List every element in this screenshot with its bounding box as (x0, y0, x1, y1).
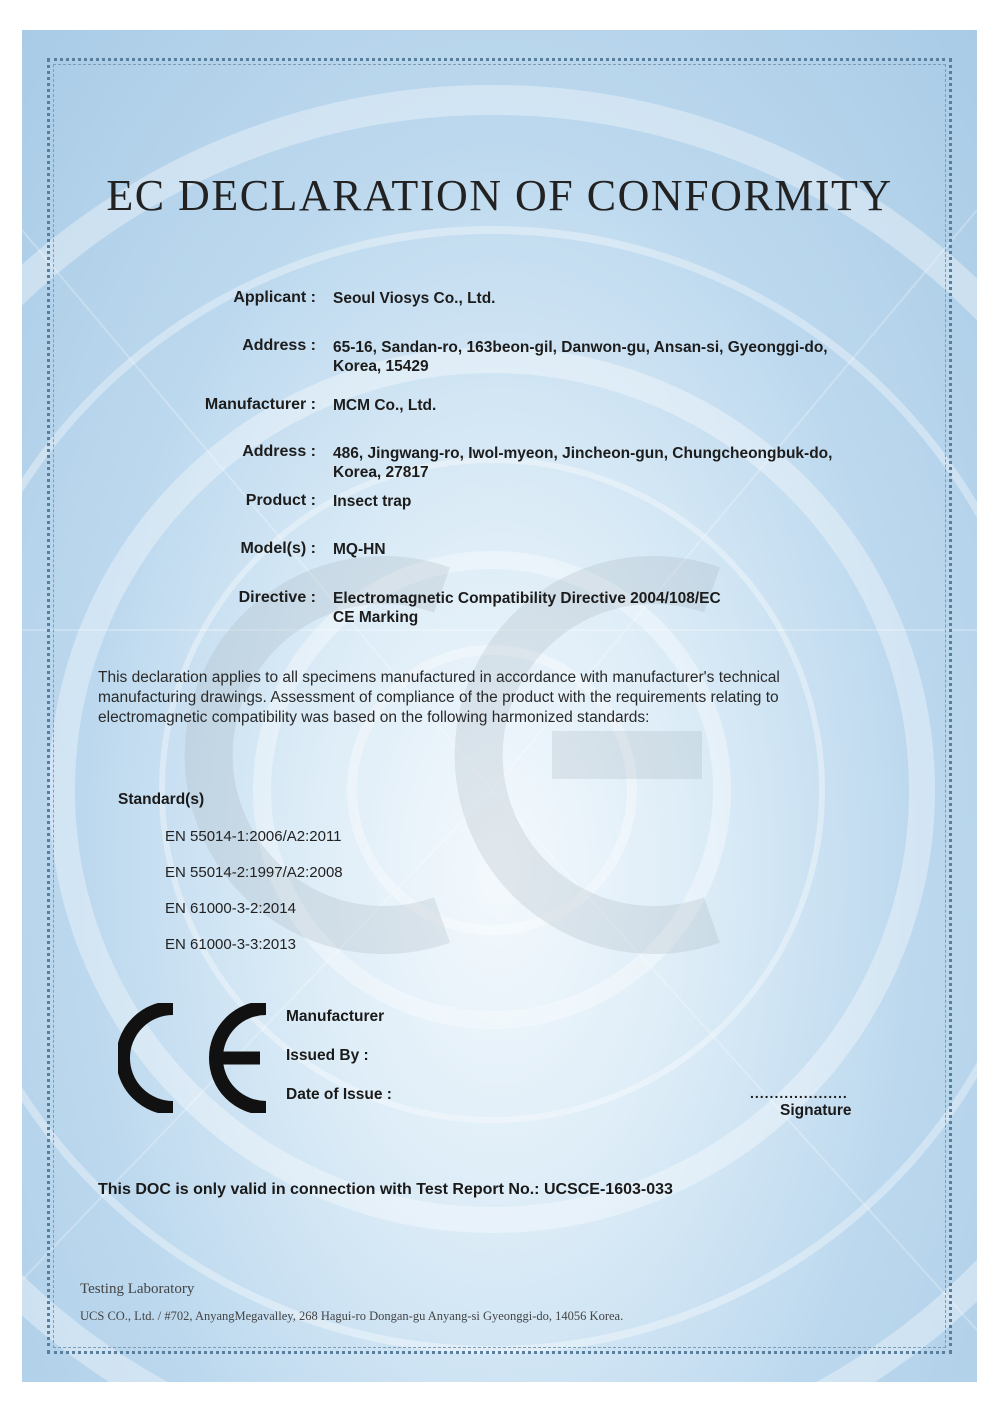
validity-note: This DOC is only valid in connection with Test Report No.: UCSCE-1603-033 (98, 1181, 673, 1198)
applicant-address-label: Address : (242, 337, 316, 354)
manufacturer-value: MCM Co., Ltd. (333, 397, 437, 414)
date-of-issue-label: Date of Issue : (286, 1086, 392, 1103)
manufacturer-label: Manufacturer : (204, 396, 316, 413)
directive-label: Directive : (238, 589, 316, 606)
signature-line: .................... (750, 1085, 848, 1101)
page-title: EC DECLARATION OF CONFORMITY (106, 171, 893, 220)
applicant-value: Seoul Viosys Co., Ltd. (333, 290, 496, 307)
lab-title: Testing Laboratory (80, 1281, 195, 1297)
signature-label: Signature (780, 1102, 852, 1119)
standards-heading: Standard(s) (118, 791, 205, 808)
standard-item: EN 55014-1:2006/A2:2011 (165, 828, 342, 845)
standard-item: EN 61000-3-3:2013 (165, 936, 296, 953)
manufacturer-address-value: 486, Jingwang-ro, Iwol-myeon, Jincheon-gun, Chungcheongbuk-do, Korea, 27817 (333, 445, 833, 481)
models-label: Model(s) : (240, 540, 316, 557)
directive-value: Electromagnetic Compatibility Directive 2004/108/EC (333, 590, 721, 607)
models-value: MQ-HN (333, 541, 386, 558)
declaration-text: This declaration applies to all specimens manufactured in accordance with manufacturer's technical manufacturing drawings. Assessment of compliance of the product with the requirements relating to electromagnetic compatibility was based on the following harmonized standards: (98, 669, 780, 726)
product-label: Product : (245, 492, 316, 509)
applicant-address-value: 65-16, Sandan-ro, 163beon-gil, Danwon-gu, Ansan-si, Gyeonggi-do, Korea, 15429 (333, 339, 828, 375)
lab-address: UCS CO., Ltd. / #702, AnyangMegavalley, 268 Hagui-ro Dongan-gu Anyang-si Gyeonggi-do, 14056 Korea. (80, 1309, 624, 1323)
directive-value-ce-marking: CE Marking (333, 609, 419, 626)
product-value: Insect trap (333, 493, 412, 510)
manufacturer-sign-label: Manufacturer (286, 1008, 385, 1025)
standard-item: EN 55014-2:1997/A2:2008 (165, 864, 343, 881)
ce-mark-icon (118, 1003, 270, 1113)
standard-item: EN 61000-3-2:2014 (165, 900, 296, 917)
applicant-label: Applicant : (233, 289, 316, 306)
manufacturer-address-label: Address : (242, 443, 316, 460)
issued-by-label: Issued By : (286, 1047, 369, 1064)
